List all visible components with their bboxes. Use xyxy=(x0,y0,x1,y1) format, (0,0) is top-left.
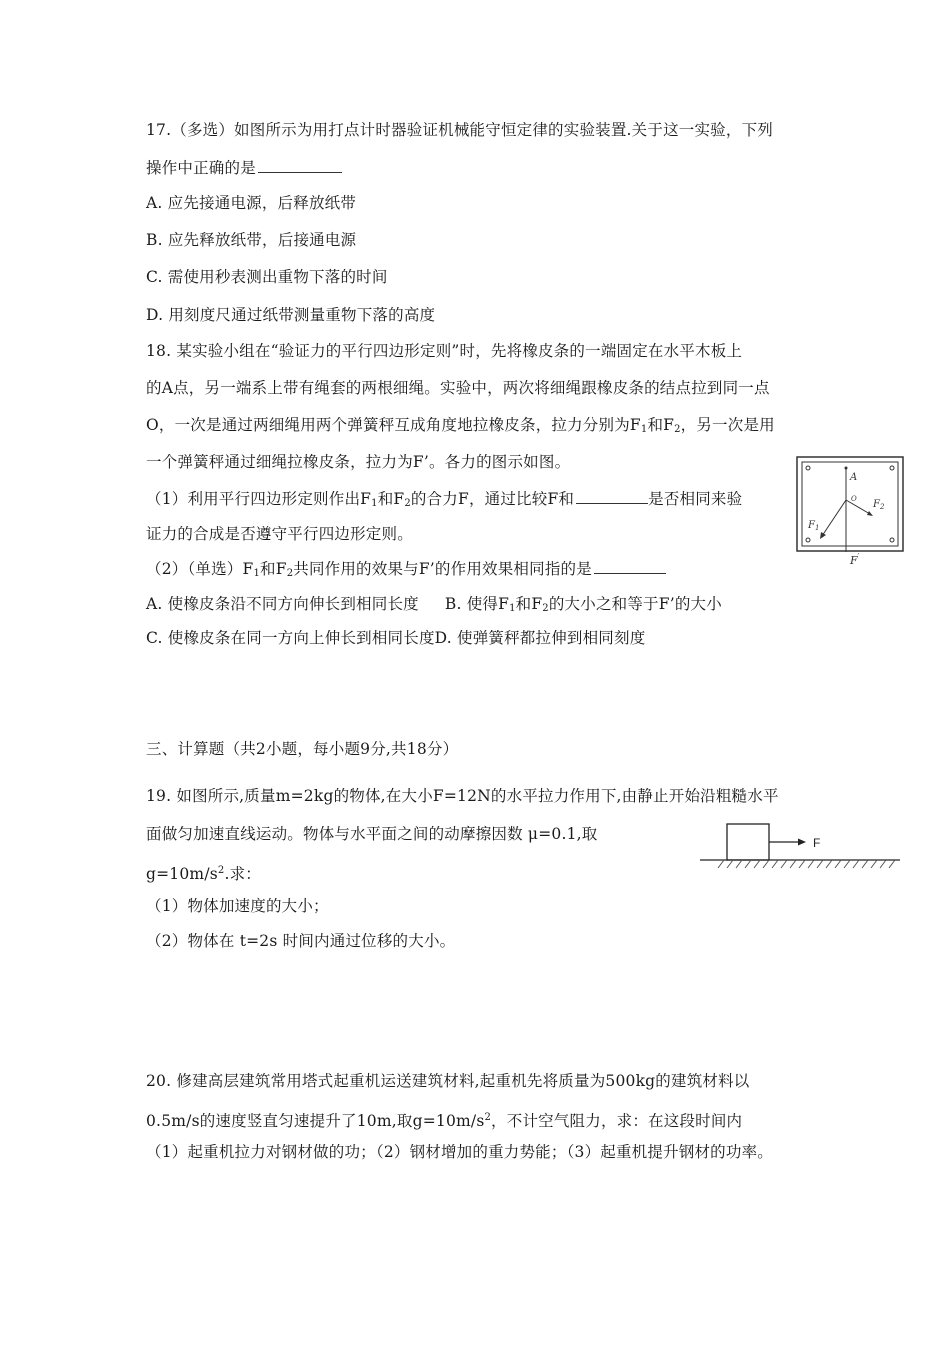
q19-part-2: （2）物体在 t=2s 时间内通过位移的大小。 xyxy=(146,932,456,950)
q18-p1c: 的合力F，通过比较F和 xyxy=(410,490,575,508)
force-arrowhead xyxy=(798,839,806,846)
q20-line-2 xyxy=(146,1108,742,1131)
q19-line-3a: g=10m/s xyxy=(146,865,218,883)
q18-line-4: 一个弹簧秤通过细绳拉橡皮条，拉力为F’。各力的图示如图。 xyxy=(146,453,571,471)
q19-part-1: （1）物体加速度的大小； xyxy=(146,897,329,915)
q19-line-3 xyxy=(146,861,261,884)
q17-option-a: A. 应先接通电源，后释放纸带 xyxy=(146,194,357,212)
q17-option-d: D. 用刻度尺通过纸带测量重物下落的高度 xyxy=(146,306,436,324)
q18-p2-sub1: 1 xyxy=(253,568,261,579)
q17-line-2 xyxy=(146,158,342,178)
q20-line-2-sup: 2 xyxy=(484,1112,492,1123)
label-f2-sub: 2 xyxy=(879,503,885,511)
label-f1-main: F xyxy=(808,520,815,531)
q18-option-b-c: 的大小之和等于F’的大小 xyxy=(548,595,722,613)
pin-bottom-left xyxy=(806,538,810,542)
q17-option-c: C. 需使用秒表测出重物下落的时间 xyxy=(146,268,388,286)
q18-p1d: 是否相同来验 xyxy=(648,490,743,508)
q20-line-3: （1）起重机拉力对钢材做的功；（2）钢材增加的重力势能；（3）起重机提升钢材的功率。 xyxy=(146,1143,773,1161)
label-f-prime-main: F xyxy=(850,554,858,567)
q18-p1-sub2: 2 xyxy=(404,498,411,509)
q18-option-a: A. 使橡皮条沿不同方向伸长到相同长度 xyxy=(146,595,419,613)
label-f-prime xyxy=(849,552,860,567)
q18-option-b-a: B. 使得F xyxy=(444,595,510,613)
f2-vector xyxy=(846,500,870,514)
q18-line-2: 的A点，另一端系上带有绳套的两根细绳。实验中，两次将细绳跟橡皮条的结点拉到同一点 xyxy=(146,379,770,397)
q18-line-3c: ，另一次是用 xyxy=(680,416,775,434)
f1-vector xyxy=(822,500,846,536)
q18-optb-sub2: 2 xyxy=(542,603,549,614)
q20-line-2a: 0.5m/s的速度竖直匀速提升了10m,取g=10m/s xyxy=(146,1112,485,1130)
label-f2-main: F xyxy=(873,499,880,510)
q18-p2c: 共同作用的效果与F’的作用效果相同指的是 xyxy=(293,560,592,578)
q18-option-b-b: 和F xyxy=(515,595,543,613)
q18-line-3 xyxy=(146,415,775,440)
section-3-title: 三、计算题（共2小题，每小题9分,共18分） xyxy=(146,740,459,758)
label-f-prime-mark: ′ xyxy=(857,552,860,561)
q19-line-3-sup: 2 xyxy=(217,865,225,876)
q18-optb-sub1: 1 xyxy=(509,603,516,614)
label-f1-sub: 1 xyxy=(814,524,820,532)
q18-p2-sub2: 2 xyxy=(286,568,294,579)
q19-line-1: 19. 如图所示,质量m=2kg的物体,在大小F=12N的水平拉力作用下,由静止开始沿粗糙水平 xyxy=(146,787,779,805)
block-on-surface-figure xyxy=(700,816,905,872)
block xyxy=(727,824,769,860)
q18-part-1-blank xyxy=(576,489,648,504)
q20-line-1: 20. 修建高层建筑常用塔式起重机运送建筑材料,起重机先将质量为500kg的建筑材料以 xyxy=(146,1072,750,1090)
q18-line-3-sub2: 2 xyxy=(674,424,681,435)
q18-p2b: 和F xyxy=(260,560,287,578)
force-label: F xyxy=(813,836,821,850)
q18-part-2 xyxy=(146,559,666,584)
q18-line-3a: O，一次是通过两细绳用两个弹簧秤互成角度地拉橡皮条，拉力分别为F xyxy=(146,416,641,434)
f1-arrowhead xyxy=(820,532,826,539)
q18-p1a: （1）利用平行四边形定则作出F xyxy=(146,490,372,508)
q18-p2a: （2）（单选）F xyxy=(146,560,254,578)
pin-bottom-right xyxy=(890,538,894,542)
force-parallelogram-figure xyxy=(796,456,906,568)
label-f2 xyxy=(872,499,885,511)
ground-hatching xyxy=(718,860,895,868)
q17-option-b: B. 应先释放纸带，后接通电源 xyxy=(146,231,357,249)
q18-p1-sub1: 1 xyxy=(371,498,378,509)
label-f1 xyxy=(807,520,819,532)
f2-arrowhead xyxy=(867,511,873,516)
q18-options-cd: C. 使橡皮条在同一方向上伸长到相同长度D. 使弹簧秤都拉伸到相同刻度 xyxy=(146,629,646,647)
pin-top-left xyxy=(806,466,810,470)
point-a-dot xyxy=(845,467,848,470)
pin-top-right xyxy=(890,466,894,470)
q18-part-1-cont: 证力的合成是否遵守平行四边形定则。 xyxy=(146,525,413,543)
q19-line-2: 面做匀加速直线运动。物体与水平面之间的动摩擦因数 μ=0.1,取 xyxy=(146,825,598,843)
q18-line-3b: 和F xyxy=(647,416,675,434)
q18-options-ab xyxy=(146,594,722,619)
q17-line-2-text: 操作中正确的是 xyxy=(146,159,256,177)
q19-line-3b: .求： xyxy=(224,865,262,883)
q17-line-1: 17.（多选）如图所示为用打点计时器验证机械能守恒定律的实验装置.关于这一实验，下列 xyxy=(146,121,773,139)
q18-line-1: 18. 某实验小组在“验证力的平行四边形定则”时，先将橡皮条的一端固定在水平木板上 xyxy=(146,342,743,360)
q18-line-3-sub1: 1 xyxy=(640,424,648,435)
q18-part-2-blank xyxy=(594,559,666,574)
q18-part-1 xyxy=(146,489,742,514)
label-o: O xyxy=(851,495,857,503)
q17-answer-blank xyxy=(258,158,342,173)
q18-p1b: 和F xyxy=(377,490,405,508)
q20-line-2b: ，不计空气阻力，求：在这段时间内 xyxy=(491,1112,743,1130)
label-a: A xyxy=(850,472,858,483)
